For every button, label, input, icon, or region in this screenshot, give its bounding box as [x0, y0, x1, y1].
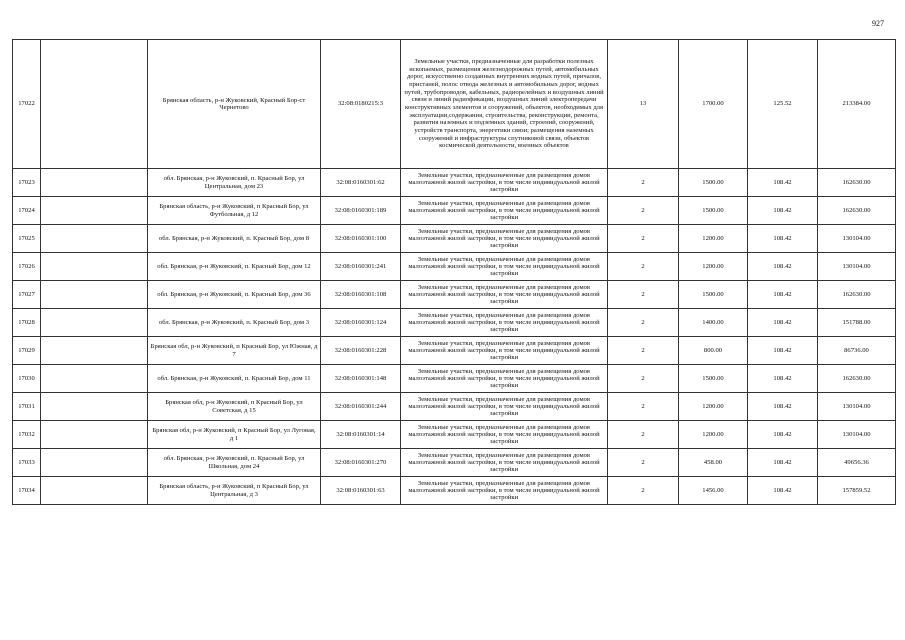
blank-cell [41, 393, 148, 421]
cadastral-number-cell: 32:08:0160301:108 [321, 281, 401, 309]
address-cell: обл. Брянская, р-н Жуковский, п. Красный Бор, ул Школьная, дом 24 [148, 449, 321, 477]
blank-cell [41, 449, 148, 477]
specific-value-cell: 108.42 [748, 197, 818, 225]
row-number: 17027 [13, 281, 41, 309]
blank-cell [41, 477, 148, 505]
land-use-cell: Земельные участки, предназначенные для размещения домов малоэтажной жилой застройки, в том числе индивидуальной жилой застройки [401, 169, 608, 197]
land-use-cell: Земельные участки, предназначенные для размещения домов малоэтажной жилой застройки, в том числе индивидуальной жилой застройки [401, 281, 608, 309]
specific-value-cell: 108.42 [748, 225, 818, 253]
specific-value-cell: 108.42 [748, 337, 818, 365]
area-cell: 458.00 [679, 449, 748, 477]
address-cell: обл. Брянская, р-н Жуковский, п. Красный Бор, дом 11 [148, 365, 321, 393]
cadastral-number-cell: 32:08:0160301:228 [321, 337, 401, 365]
cadastral-number-cell: 32:08:0160301:241 [321, 253, 401, 281]
land-use-cell: Земельные участки, предназначенные для размещения домов малоэтажной жилой застройки, в том числе индивидуальной жилой застройки [401, 393, 608, 421]
cadastral-value-cell: 162630.00 [818, 197, 896, 225]
use-group-cell: 2 [608, 393, 679, 421]
cadastral-value-table [12, 39, 896, 505]
table-row [13, 393, 896, 421]
cadastral-number-cell: 32:08:0160301:244 [321, 393, 401, 421]
address-cell: обл. Брянская, р-н Жуковский, п. Красный Бор, дом 36 [148, 281, 321, 309]
table-row [13, 40, 896, 169]
use-group-cell: 2 [608, 477, 679, 505]
area-cell: 1200.00 [679, 253, 748, 281]
specific-value-cell: 108.42 [748, 281, 818, 309]
specific-value-cell: 125.52 [748, 40, 818, 169]
row-number: 17028 [13, 309, 41, 337]
table-row [13, 449, 896, 477]
blank-cell [41, 281, 148, 309]
table-row [13, 309, 896, 337]
specific-value-cell: 108.42 [748, 365, 818, 393]
row-number: 17030 [13, 365, 41, 393]
use-group-cell: 2 [608, 337, 679, 365]
table-row [13, 281, 896, 309]
row-number: 17024 [13, 197, 41, 225]
address-cell: обл. Брянская, р-н Жуковский, п. Красный Бор, дом 12 [148, 253, 321, 281]
table-row [13, 197, 896, 225]
table-body [13, 40, 896, 505]
use-group-cell: 2 [608, 253, 679, 281]
land-use-cell: Земельные участки, предназначенные для размещения домов малоэтажной жилой застройки, в том числе индивидуальной жилой застройки [401, 225, 608, 253]
cadastral-number-cell: 32:08:0160301:62 [321, 169, 401, 197]
table-row [13, 477, 896, 505]
specific-value-cell: 108.42 [748, 309, 818, 337]
blank-cell [41, 253, 148, 281]
specific-value-cell: 108.42 [748, 421, 818, 449]
area-cell: 1200.00 [679, 393, 748, 421]
row-number: 17025 [13, 225, 41, 253]
cadastral-number-cell: 32:08:0160301:14 [321, 421, 401, 449]
page-number: 927 [872, 19, 884, 28]
blank-cell [41, 169, 148, 197]
specific-value-cell: 108.42 [748, 169, 818, 197]
land-use-cell: Земельные участки, предназначенные для размещения домов малоэтажной жилой застройки, в том числе индивидуальной жилой застройки [401, 253, 608, 281]
cadastral-value-cell: 130104.00 [818, 225, 896, 253]
land-use-cell: Земельные участки, предназначенные для размещения домов малоэтажной жилой застройки, в том числе индивидуальной жилой застройки [401, 309, 608, 337]
specific-value-cell: 108.42 [748, 393, 818, 421]
cadastral-number-cell: 32:08:0160301:100 [321, 225, 401, 253]
area-cell: 800.00 [679, 337, 748, 365]
area-cell: 1500.00 [679, 281, 748, 309]
cadastral-value-cell: 86736.00 [818, 337, 896, 365]
table-row [13, 365, 896, 393]
land-use-cell: Земельные участки, предназначенные для размещения домов малоэтажной жилой застройки, в том числе индивидуальной жилой застройки [401, 421, 608, 449]
cadastral-value-cell: 130104.00 [818, 393, 896, 421]
address-cell: Брянская область, р-н Жуковский, п Красный Бор, ул Футбольная, д 12 [148, 197, 321, 225]
use-group-cell: 2 [608, 309, 679, 337]
table-row [13, 225, 896, 253]
row-number: 17031 [13, 393, 41, 421]
table-row [13, 337, 896, 365]
cadastral-value-cell: 130104.00 [818, 421, 896, 449]
land-use-cell: Земельные участки, предназначенные для размещения домов малоэтажной жилой застройки, в том числе индивидуальной жилой застройки [401, 449, 608, 477]
address-cell: обл. Брянская, р-н Жуковский, п. Красный Бор, дом 3 [148, 309, 321, 337]
use-group-cell: 2 [608, 197, 679, 225]
cadastral-number-cell: 32:08:0180215:3 [321, 40, 401, 169]
land-use-cell: Земельные участки, предназначенные для размещения домов малоэтажной жилой застройки, в том числе индивидуальной жилой застройки [401, 197, 608, 225]
row-number: 17023 [13, 169, 41, 197]
blank-cell [41, 421, 148, 449]
cadastral-value-cell: 162630.00 [818, 281, 896, 309]
row-number: 17026 [13, 253, 41, 281]
cadastral-value-cell: 213384.00 [818, 40, 896, 169]
area-cell: 1456.00 [679, 477, 748, 505]
area-cell: 1500.00 [679, 197, 748, 225]
area-cell: 1200.00 [679, 225, 748, 253]
address-cell: Брянская обл, р-н Жуковский, п Красный Бор, ул Советская, д 15 [148, 393, 321, 421]
use-group-cell: 2 [608, 169, 679, 197]
cadastral-value-cell: 151788.00 [818, 309, 896, 337]
address-cell: обл. Брянская, р-н Жуковский, п. Красный Бор, ул Центральная, дом 23 [148, 169, 321, 197]
area-cell: 1400.00 [679, 309, 748, 337]
address-cell: Брянская обл, р-н Жуковский, п Красный Бор, ул Южная, д 7 [148, 337, 321, 365]
cadastral-value-cell: 49656.36 [818, 449, 896, 477]
cadastral-value-cell: 130104.00 [818, 253, 896, 281]
use-group-cell: 2 [608, 421, 679, 449]
cadastral-number-cell: 32:08:0160301:124 [321, 309, 401, 337]
use-group-cell: 2 [608, 281, 679, 309]
use-group-cell: 2 [608, 225, 679, 253]
blank-cell [41, 365, 148, 393]
table-row [13, 253, 896, 281]
cadastral-value-cell: 162630.00 [818, 365, 896, 393]
land-use-cell: Земельные участки, предназначенные для разработки полезных ископаемых, размещения железнодорожных путей, автомобильных дорог, искусственно созданных внутренних водных путей, причалов, пристаней, полос отвода железных и автомобильных дорог, водных путей, трубопроводов, кабельных, радиорелейных и воздушных линий связи и линий радиофикации, воздушных линий электропередачи конструктивных элементов и сооружений, объектов, необходимых для эксплуатации,содержания, строительства, реконструкции, ремонта, развития наземных и подземных зданий, строений, сооружений, устройств транспорта, энергетики связи; размещения наземных сооружений и инфраструктуры спутниковой связи, объектов космической деятельности, военных объектов [401, 40, 608, 169]
blank-cell [41, 309, 148, 337]
use-group-cell: 13 [608, 40, 679, 169]
area-cell: 1500.00 [679, 169, 748, 197]
specific-value-cell: 108.42 [748, 477, 818, 505]
cadastral-number-cell: 32:08:0160301:148 [321, 365, 401, 393]
row-number: 17034 [13, 477, 41, 505]
land-use-cell: Земельные участки, предназначенные для размещения домов малоэтажной жилой застройки, в том числе индивидуальной жилой застройки [401, 337, 608, 365]
address-cell: Брянская область, р-н Жуковский, Красный Бор-ст Чернетово [148, 40, 321, 169]
table-row [13, 169, 896, 197]
use-group-cell: 2 [608, 365, 679, 393]
land-use-cell: Земельные участки, предназначенные для размещения домов малоэтажной жилой застройки, в том числе индивидуальной жилой застройки [401, 477, 608, 505]
specific-value-cell: 108.42 [748, 449, 818, 477]
blank-cell [41, 40, 148, 169]
area-cell: 1200.00 [679, 421, 748, 449]
cadastral-number-cell: 32:08:0160301:270 [321, 449, 401, 477]
row-number: 17022 [13, 40, 41, 169]
blank-cell [41, 337, 148, 365]
table-row [13, 421, 896, 449]
specific-value-cell: 108.42 [748, 253, 818, 281]
area-cell: 1500.00 [679, 365, 748, 393]
cadastral-value-cell: 162630.00 [818, 169, 896, 197]
row-number: 17033 [13, 449, 41, 477]
address-cell: обл. Брянская, р-н Жуковский, п. Красный Бор, дом 8 [148, 225, 321, 253]
cadastral-number-cell: 32:08:0160301:189 [321, 197, 401, 225]
blank-cell [41, 225, 148, 253]
address-cell: Брянская область, р-н Жуковский, п Красный Бор, ул Центральная, д 3 [148, 477, 321, 505]
row-number: 17032 [13, 421, 41, 449]
area-cell: 1700.00 [679, 40, 748, 169]
blank-cell [41, 197, 148, 225]
cadastral-value-cell: 157859.52 [818, 477, 896, 505]
land-use-cell: Земельные участки, предназначенные для размещения домов малоэтажной жилой застройки, в том числе индивидуальной жилой застройки [401, 365, 608, 393]
cadastral-number-cell: 32:08:0160301:63 [321, 477, 401, 505]
use-group-cell: 2 [608, 449, 679, 477]
row-number: 17029 [13, 337, 41, 365]
address-cell: Брянская обл, р-н Жуковский, п Красный Бор, ул Луговая, д 1 [148, 421, 321, 449]
